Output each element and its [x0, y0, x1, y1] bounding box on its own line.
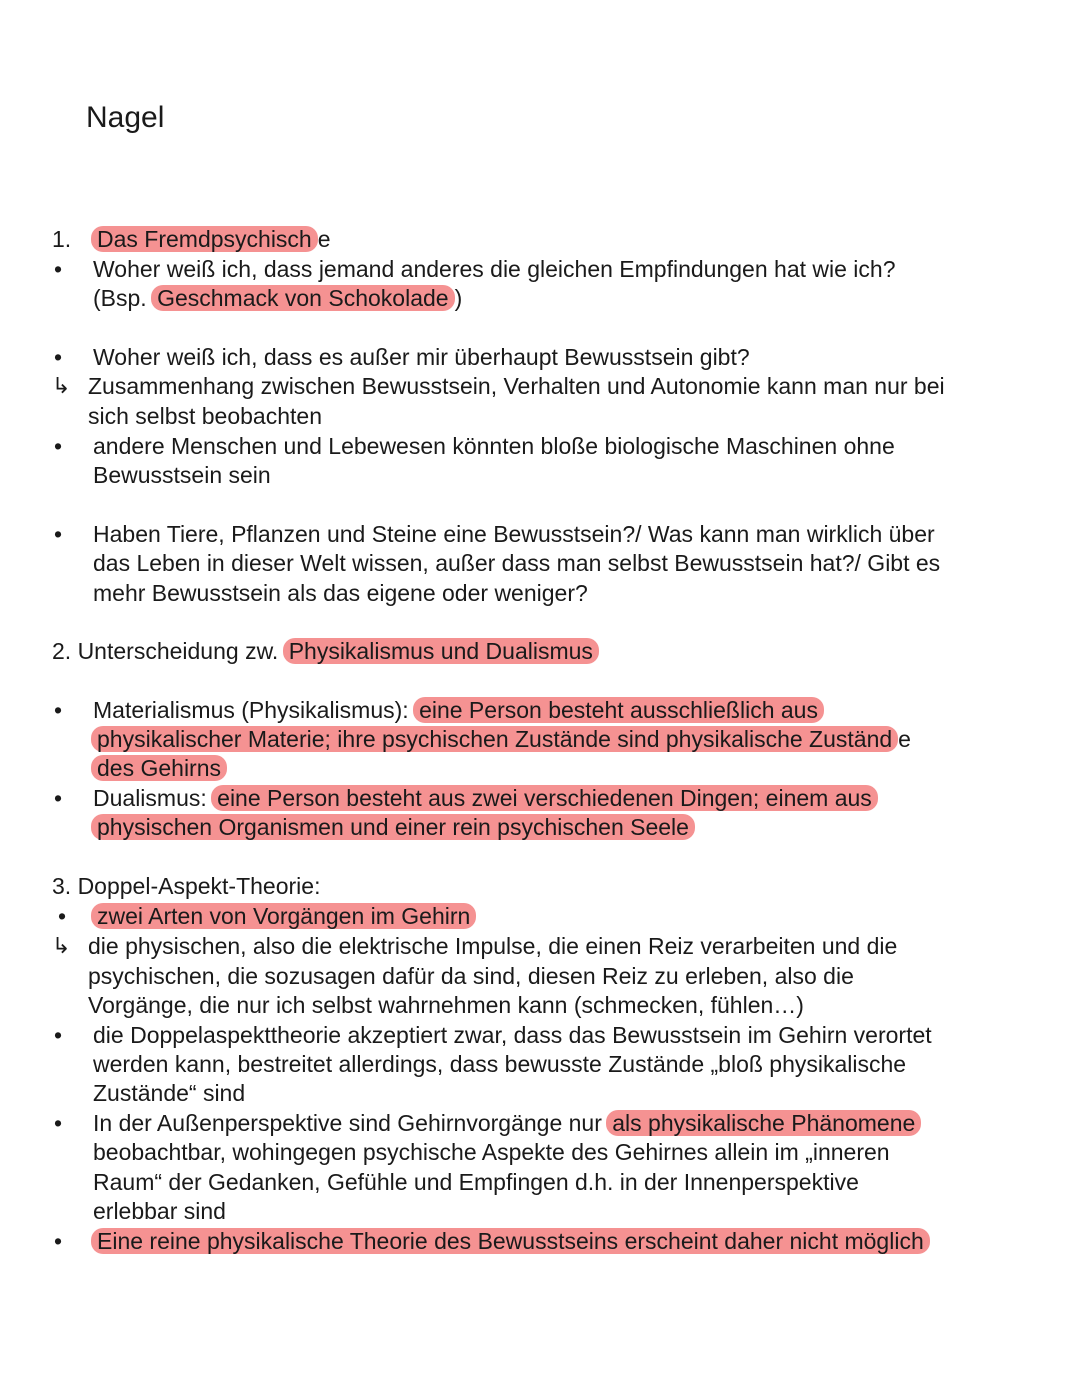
- highlight: Das Fremdpsychisch: [91, 226, 318, 252]
- list-item-text: die Doppelaspekttheorie akzeptiert zwar, dass das Bewusstsein im Gehirn verortet: [93, 1022, 932, 1048]
- highlight: als physikalische Phänomene: [606, 1110, 921, 1136]
- list-item-text: das Leben in dieser Welt wissen, außer dass man selbst Bewusstsein hat?/ Gibt es: [93, 550, 941, 576]
- list-item-text: In der Außenperspektive sind Gehirnvorgänge nur als physikalische Phänomene: [93, 1108, 921, 1138]
- bullet-icon: •: [54, 256, 63, 282]
- list-item-text: Raum“ der Gedanken, Gefühle und Empfingen d.h. in der Innenperspektive: [93, 1169, 859, 1195]
- list-item-text: physikalischer Materie; ihre psychischen Zustände sind physikalische Zuständ e: [93, 724, 911, 754]
- list-item-text: Vorgänge, die nur ich selbst wahrnehmen kann (schmecken, fühlen…): [88, 992, 804, 1018]
- highlight: zwei Arten von Vorgängen im Gehirn: [91, 903, 476, 929]
- list-item-text: mehr Bewusstsein als das eigene oder weniger?: [93, 580, 588, 606]
- arrow-return-icon: ↳: [52, 933, 71, 958]
- list-item-text: andere Menschen und Lebewesen könnten bloße biologische Maschinen ohne: [93, 433, 895, 459]
- section-2-heading: 2. Unterscheidung zw. Physikalismus und Dualismus: [52, 636, 599, 666]
- list-item-text: Zustände“ sind: [93, 1080, 246, 1106]
- list-item-text: erlebbar sind: [93, 1198, 226, 1224]
- list-item-text: psychischen, die sozusagen dafür da sind, diesen Reiz zu erleben, also die: [88, 963, 854, 989]
- section-1-heading: Das Fremdpsychisch e: [93, 224, 331, 254]
- section-3-heading: 3. Doppel-Aspekt-Theorie:: [52, 873, 321, 899]
- list-item-text: [93, 753, 227, 783]
- list-item-text: Dualismus: eine Person besteht aus zwei verschiedenen Dingen; einem aus: [93, 783, 878, 813]
- list-item-text: (Bsp. Geschmack von Schokolade ): [93, 285, 463, 311]
- list-item-text: Zusammenhang zwischen Bewusstsein, Verhalten und Autonomie kann man nur bei: [88, 373, 945, 399]
- arrow-return-icon: ↳: [52, 373, 71, 398]
- highlight: Geschmack von Schokolade: [151, 285, 455, 311]
- bullet-icon: •: [54, 1110, 63, 1136]
- highlight: des Gehirns: [91, 755, 227, 781]
- highlight: Physikalismus und Dualismus: [283, 638, 599, 664]
- highlight: Eine reine physikalische Theorie des Bewusstseins erscheint daher nicht möglich: [91, 1228, 930, 1254]
- list-item-text: sich selbst beobachten: [88, 403, 322, 429]
- highlight: eine Person besteht ausschließlich aus: [413, 697, 824, 723]
- list-item-text: Woher weiß ich, dass es außer mir überhaupt Bewusstsein gibt?: [93, 344, 750, 370]
- highlight: physischen Organismen und einer rein psychischen Seele: [91, 814, 695, 840]
- list-item-text: Bewusstsein sein: [93, 462, 271, 488]
- list-item-text: werden kann, bestreitet allerdings, dass bewusste Zustände „bloß physikalische: [93, 1051, 907, 1077]
- list-item-text: [93, 901, 476, 931]
- section-1-number: 1.: [52, 226, 72, 252]
- page-title: Nagel: [86, 101, 165, 134]
- highlight: physikalischer Materie; ihre psychischen Zustände sind physikalische Zuständ: [91, 726, 898, 752]
- bullet-icon: •: [54, 1228, 63, 1254]
- list-item-text: [93, 812, 695, 842]
- bullet-icon: •: [54, 1022, 63, 1048]
- list-item-text: Woher weiß ich, dass jemand anderes die gleichen Empfindungen hat wie ich?: [93, 256, 896, 282]
- list-item-text: [93, 1226, 930, 1256]
- bullet-icon: •: [54, 433, 63, 459]
- list-item-text: Haben Tiere, Pflanzen und Steine eine Bewusstsein?/ Was kann man wirklich über: [93, 521, 935, 547]
- list-item-text: die physischen, also die elektrische Impulse, die einen Reiz verarbeiten und die: [88, 933, 898, 959]
- highlight: eine Person besteht aus zwei verschiedenen Dingen; einem aus: [211, 785, 878, 811]
- bullet-icon: •: [54, 697, 63, 723]
- bullet-icon: •: [54, 344, 63, 370]
- bullet-icon: •: [58, 903, 67, 929]
- list-item-text: beobachtbar, wohingegen psychische Aspekte des Gehirnes allein im „inneren: [93, 1139, 890, 1165]
- bullet-icon: •: [54, 785, 63, 811]
- list-item-text: Materialismus (Physikalismus): eine Person besteht ausschließlich aus: [93, 695, 824, 725]
- bullet-icon: •: [54, 521, 63, 547]
